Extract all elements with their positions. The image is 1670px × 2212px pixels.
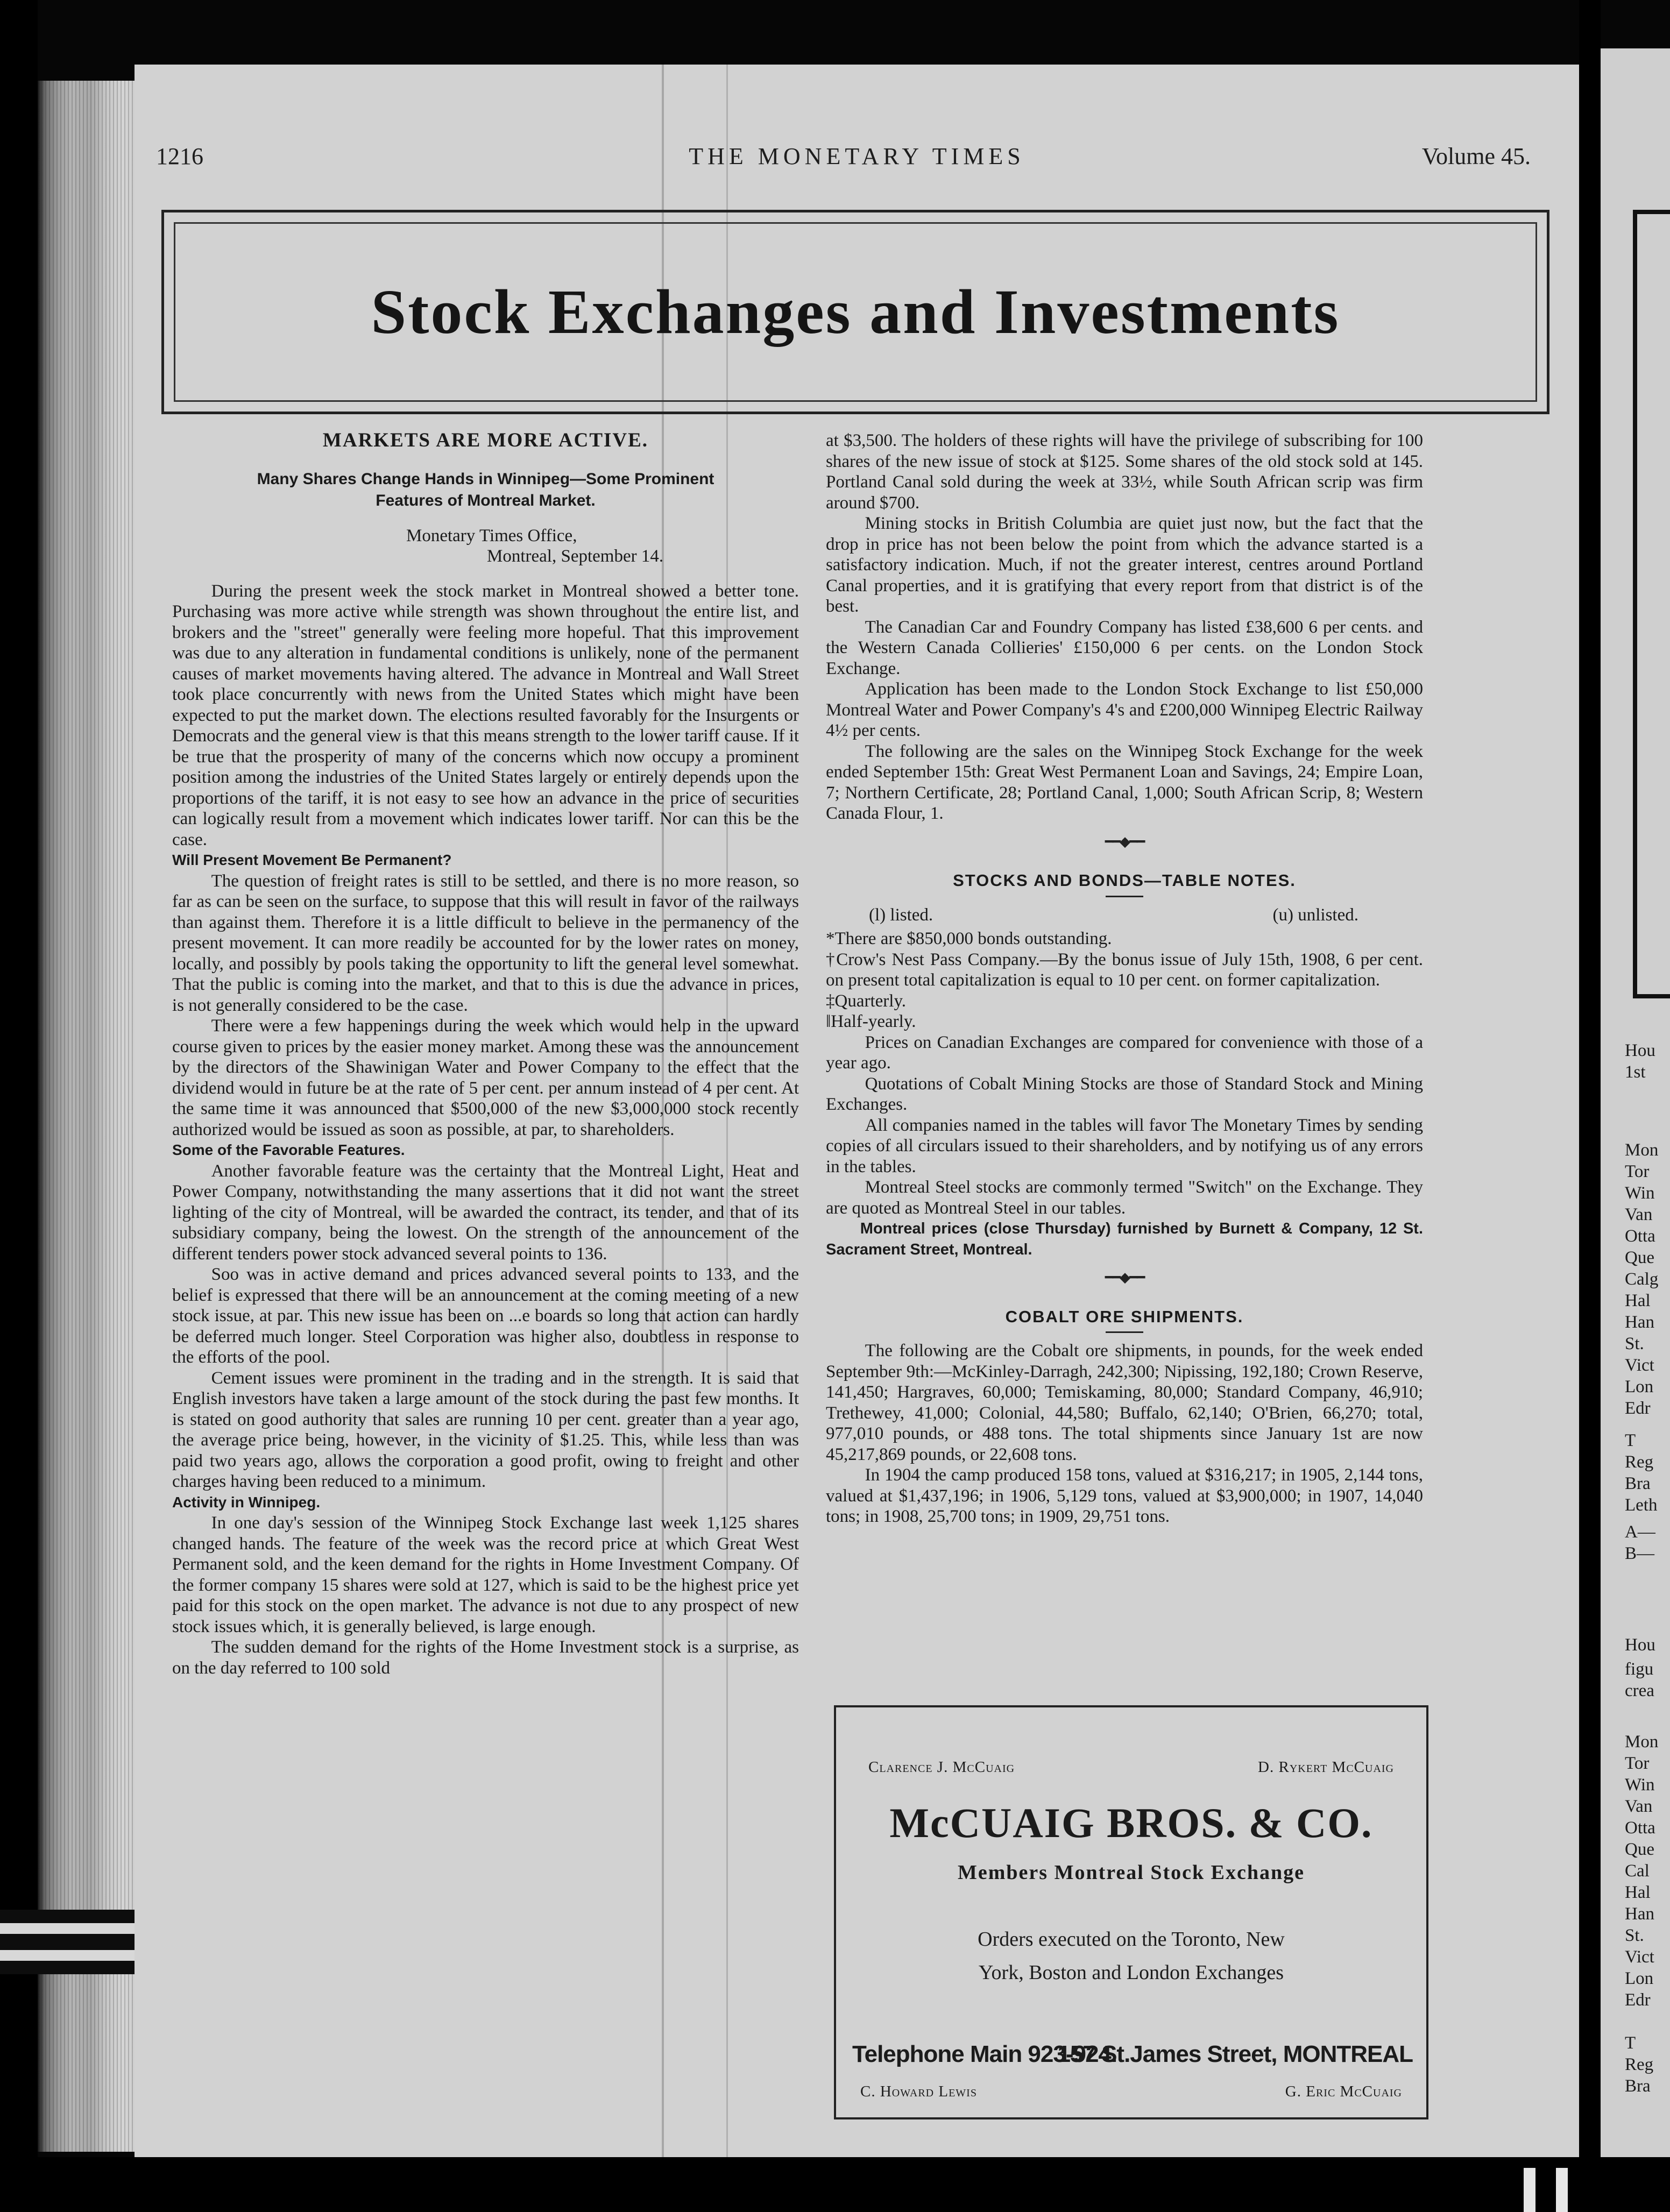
ad-orders-line: Orders executed on the Toronto, New <box>978 1928 1285 1951</box>
adjacent-text-fragment: Win <box>1625 1775 1655 1795</box>
adjacent-text-fragment: Vict <box>1625 1947 1654 1967</box>
adjacent-text-fragment: Calg <box>1625 1270 1659 1289</box>
adjacent-text-fragment: Bra <box>1625 2076 1651 2096</box>
adjacent-text-fragment: T <box>1625 1431 1636 1450</box>
paragraph: In 1904 the camp produced 158 tons, valued at $316,217; in 1905, 2,144 tons, valued at $1,437,196; in 1906, 5,129 tons, valued at $3,900,000; in 1907, 14,040 tons; in 1908, 25,700 tons; in 1909, 29,751 tons. <box>826 1465 1423 1526</box>
section-heading: STOCKS AND BONDS—TABLE NOTES. <box>953 871 1296 890</box>
film-mark <box>1524 2168 1535 2212</box>
paragraph: In one day's session of the Winnipeg Stock Exchange last week 1,125 shares changed hands. The feature of the week was the record price at which Great West Permanent sold, and the keen demand for the rights in Home Investment Company. Of the former company 15 shares were sold at 127, which is said to be the highest price yet paid for this stock on the open market. The advance is not due to any prospect of new stock issues which, it is generally believed, is large enough. <box>172 1513 799 1636</box>
ad-telephone: Telephone Main 923-924. <box>852 2041 1117 2067</box>
adjacent-page <box>1601 48 1670 2173</box>
article-deck <box>172 469 799 512</box>
left-column <box>172 430 799 1678</box>
adjacent-text-fragment: Hou <box>1625 1041 1655 1060</box>
subheading: Activity in Winnipeg. <box>172 1493 321 1511</box>
article-headline: MARKETS ARE MORE ACTIVE. <box>322 429 649 451</box>
table-note: ‡Quarterly. <box>826 991 907 1011</box>
table-note: Montreal Steel stocks are commonly termed "Switch" on the Exchange. They are quoted as Montreal Steel in our tables. <box>826 1178 1423 1218</box>
right-column <box>826 430 1423 1527</box>
adjacent-text-fragment: Otta <box>1625 1818 1655 1838</box>
table-note: Quotations of Cobalt Mining Stocks are those of Standard Stock and Mining Exchanges. <box>826 1074 1423 1114</box>
table-note: All companies named in the tables will favor The Monetary Times by sending copies of all circulars issued to their shareholders, and by notifying us of any errors in the tables. <box>826 1115 1423 1176</box>
adjacent-text-fragment: Que <box>1625 1248 1654 1267</box>
adjacent-text-fragment: Lon <box>1625 1377 1654 1396</box>
adjacent-text-fragment: Edr <box>1625 1399 1651 1418</box>
ad-orders-line: York, Boston and London Exchanges <box>978 1961 1284 1984</box>
paragraph: Application has been made to the London Stock Exchange to list £50,000 Montreal Water and Power Company's 4's and £200,000 Winnipeg Electric Railway 4½ per cents. <box>826 679 1423 740</box>
adjacent-text-fragment: St. <box>1625 1334 1644 1353</box>
scan-frame-bottom <box>0 2157 1670 2212</box>
adjacent-text-fragment: Bra <box>1625 1474 1651 1493</box>
paragraph: The Canadian Car and Foundry Company has listed £38,600 6 per cents. and the Western Canada Collieries' £150,000 6 per cents. on the London Stock Exchange. <box>826 617 1423 678</box>
legend-listed: (l) listed. <box>869 905 933 925</box>
subheading: Some of the Favorable Features. <box>172 1142 405 1158</box>
paragraph: The sudden demand for the rights of the Home Investment stock is a surprise, as on the day referred to 100 sold <box>172 1637 799 1678</box>
adjacent-text-fragment: St. <box>1625 1926 1644 1945</box>
adjacent-text-fragment: Van <box>1625 1797 1653 1816</box>
paragraph: There were a few happenings during the week which would help in the upward course given to prices by the easier money market. Among these was the announcement by the directors of the Shawinigan Water and Power Company to the effect that the dividend would in future be at the rate of 5 per cent. per annum instead of 4 per cent. At the same time it was announced that $500,000 of the new $3,000,000 stock recently authorized would be issued as soon as possible, at par, to shareholders. <box>172 1016 799 1139</box>
adjacent-box-border <box>1633 210 1670 998</box>
adjacent-text-fragment: Otta <box>1625 1226 1655 1246</box>
adjacent-text-fragment: Lon <box>1625 1969 1654 1988</box>
section-banner <box>161 210 1549 414</box>
paragraph: The following are the Cobalt ore shipments, in pounds, for the week ended September 9th:—McKinley-Darragh, 242,300; Nipissing, 192,180; Crown Reserve, 141,450; Hargraves, 60,000; Temiskaming, 80,000; Standard Company, 46,910; Trethewey, 41,000; Colonial, 44,580; Buffalo, 62,140; O'Brien, 66,270; total, 977,010 pounds, or 488 tons. The total shipments since January 1st are now 45,217,869 pounds, or 22,608 tons. <box>826 1341 1423 1464</box>
listing-legend <box>826 905 1423 926</box>
advertisement <box>834 1705 1428 2119</box>
section-heading: COBALT ORE SHIPMENTS. <box>1005 1307 1244 1326</box>
table-note: ‖Half-yearly. <box>826 1012 916 1031</box>
paragraph: The following are the sales on the Winnipeg Stock Exchange for the week ended September 15th: Great West Permanent Loan and Savings, 24; Empire Loan, 7; Northern Certificate, 28; Portland Canal, 1,000; South African Scrip, 8; Western Canada Flour, 1. <box>826 741 1423 823</box>
film-mark <box>1556 2168 1568 2212</box>
paragraph: at $3,500. The holders of these rights will have the privilege of subscribing for 100 shares of the new issue of stock at $125. Some shares of the old stock sold at 145. Portland Canal sold during the week at 33½, while South African scrip was firm around $700. <box>826 431 1423 513</box>
volume-label: Volume 45. <box>1421 143 1531 169</box>
subheading: Will Present Movement Be Permanent? <box>172 852 452 868</box>
ad-partner-name: Clarence J. McCuaig <box>868 1759 1015 1776</box>
adjacent-text-fragment: Hal <box>1625 1291 1651 1310</box>
adjacent-text-fragment: Van <box>1625 1205 1653 1224</box>
dateline-office: Monetary Times Office, <box>406 526 577 545</box>
journal-title: THE MONETARY TIMES <box>689 143 1025 169</box>
book-page-edges <box>38 81 135 2152</box>
adjacent-text-fragment: Cal <box>1625 1861 1650 1881</box>
adjacent-text-fragment: crea <box>1625 1681 1654 1700</box>
scan-frame-left <box>0 0 38 2212</box>
divider <box>1106 896 1143 897</box>
deck-line: Many Shares Change Hands in Winnipeg—Some Prominent <box>257 470 714 488</box>
ad-address: 157 St.James Street, MONTREAL <box>1057 2041 1413 2067</box>
deck-line: Features of Montreal Market. <box>376 491 596 509</box>
adjacent-text-fragment: T <box>1625 2033 1636 2053</box>
adjacent-text-fragment: Edr <box>1625 1990 1651 2010</box>
adjacent-text-fragment: Han <box>1625 1904 1654 1924</box>
adjacent-text-fragment: Han <box>1625 1313 1654 1332</box>
adjacent-text-fragment: Mon <box>1625 1732 1659 1752</box>
table-note: *There are $850,000 bonds outstanding. <box>826 929 1112 948</box>
adjacent-text-fragment: B— <box>1625 1544 1655 1563</box>
adjacent-text-fragment: A— <box>1625 1522 1655 1542</box>
legend-unlisted: (u) unlisted. <box>1272 905 1358 925</box>
dateline-place: Montreal, September 14. <box>487 547 664 566</box>
ad-partner-name: G. Eric McCuaig <box>1285 2083 1402 2100</box>
ornament-divider: ━━◆━━ <box>1105 833 1144 849</box>
table-note: †Crow's Nest Pass Company.—By the bonus issue of July 15th, 1908, 6 per cent. on present total capitalization is equal to 10 per cent. on former capitalization. <box>826 949 1423 990</box>
ornament-divider: ━━◆━━ <box>1105 1270 1144 1285</box>
adjacent-text-fragment: Tor <box>1625 1162 1650 1181</box>
adjacent-text-fragment: Tor <box>1625 1754 1650 1773</box>
table-note: Prices on Canadian Exchanges are compared for convenience with those of a year ago. <box>826 1032 1423 1073</box>
adjacent-text-fragment: Reg <box>1625 1452 1654 1472</box>
ad-firm-name: McCUAIG BROS. & CO. <box>889 1799 1373 1846</box>
ad-partner-name: D. Rykert McCuaig <box>1258 1759 1394 1776</box>
adjacent-text-fragment: Que <box>1625 1840 1654 1859</box>
adjacent-text-fragment: figu <box>1625 1660 1654 1679</box>
adjacent-text-fragment: Hou <box>1625 1635 1655 1655</box>
page-number: 1216 <box>156 143 203 169</box>
paragraph: Cement issues were prominent in the trading and in the strength. It is said that English investors have taken a large amount of the stock during the past few months. It is stated on good authority that sales are running 10 per cent. greater than a year ago, the average price being, however, in the vicinity of $1.25. This, while less than was paid two years ago, allows the corporation a good profit, owing to freight and other charges having been reduced to a minimum. <box>172 1368 799 1491</box>
price-source-note: Montreal prices (close Thursday) furnished by Burnett & Company, 12 St. Sacrament Street, Montreal. <box>826 1220 1423 1258</box>
paragraph: The question of freight rates is still to be settled, and there is no more reason, so far as can be seen on the surface, to suppose that this will result in favor of the railways than against them. Therefore it is a little difficult to believe in the permanency of the present movement. It can more readily be accounted for by the lower rates on money, locally, and possibly by pools taking the opportunity to lift the general level somewhat. That the public is coming into the market, and that to this is due the advance in prices, is not generally considered to be the case. <box>172 871 799 1015</box>
journal-page <box>135 65 1579 2157</box>
ad-membership: Members Montreal Stock Exchange <box>958 1861 1305 1884</box>
adjacent-text-fragment: 1st <box>1625 1062 1646 1082</box>
paragraph: Soo was in active demand and prices advanced several points to 133, and the belief is expressed that there will be an announcement at the coming meeting of a new stock issue, at par. This new issue has been on ...e boards so long that action can hardly be deferred much longer. Steel Corporation was higher also, doubtless in response to the efforts of the pool. <box>172 1265 799 1367</box>
adjacent-text-fragment: Mon <box>1625 1140 1659 1160</box>
adjacent-text-fragment: Win <box>1625 1183 1655 1203</box>
divider <box>1106 1331 1143 1333</box>
adjacent-text-fragment: Reg <box>1625 2055 1654 2074</box>
adjacent-text-fragment: Vict <box>1625 1356 1654 1375</box>
ad-partner-name: C. Howard Lewis <box>860 2083 977 2100</box>
adjacent-text-fragment: Leth <box>1625 1495 1658 1515</box>
ad-orders-text <box>836 1923 1426 1989</box>
paragraph: During the present week the stock market in Montreal showed a better tone. Purchasing was more active while strength was shown throughout the entire list, and brokers and the "street" generally were feeling more hopeful. That this improvement was due to any alteration in fundamental conditions is unlikely, none of the permanent causes of market movements having altered. The advance in Montreal and Wall Street took place concurrently with news from the United States which might have been expected to put the market down. The elections resulted favorably for the Insurgents or Democrats and the general view is that this means strength to the lower tariff cause. If it be true that the prosperity of many of the concerns which now occupy a prominent position among the industries of the United States largely or entirely depends upon the proportions of the tariff, it is not easy to see how an advance in the price of securities can logically result from a movement which indicates lower tariff. Nor can this be the case. <box>172 581 799 849</box>
dateline <box>406 526 799 567</box>
page-gutter <box>1579 0 1601 2212</box>
section-title: Stock Exchanges and Investments <box>371 276 1340 347</box>
paragraph: Another favorable feature was the certainty that the Montreal Light, Heat and Power Company, notwithstanding the many assertions that it did not want the street lighting of the city of Montreal, will be awarded the contract, its tender, and that of its subsidiary company, being the lowest. On the strength of the announcement of the different tenders power stock advanced several points to 136. <box>172 1161 799 1264</box>
paragraph: Mining stocks in British Columbia are quiet just now, but the fact that the drop in price has not been below the point from which the advance started is a satisfactory indication. Much, if not the greater interest, centres around Portland Canal properties, and it is gratifying that every report from that district is of the best. <box>826 514 1423 616</box>
adjacent-text-fragment: Hal <box>1625 1883 1651 1902</box>
